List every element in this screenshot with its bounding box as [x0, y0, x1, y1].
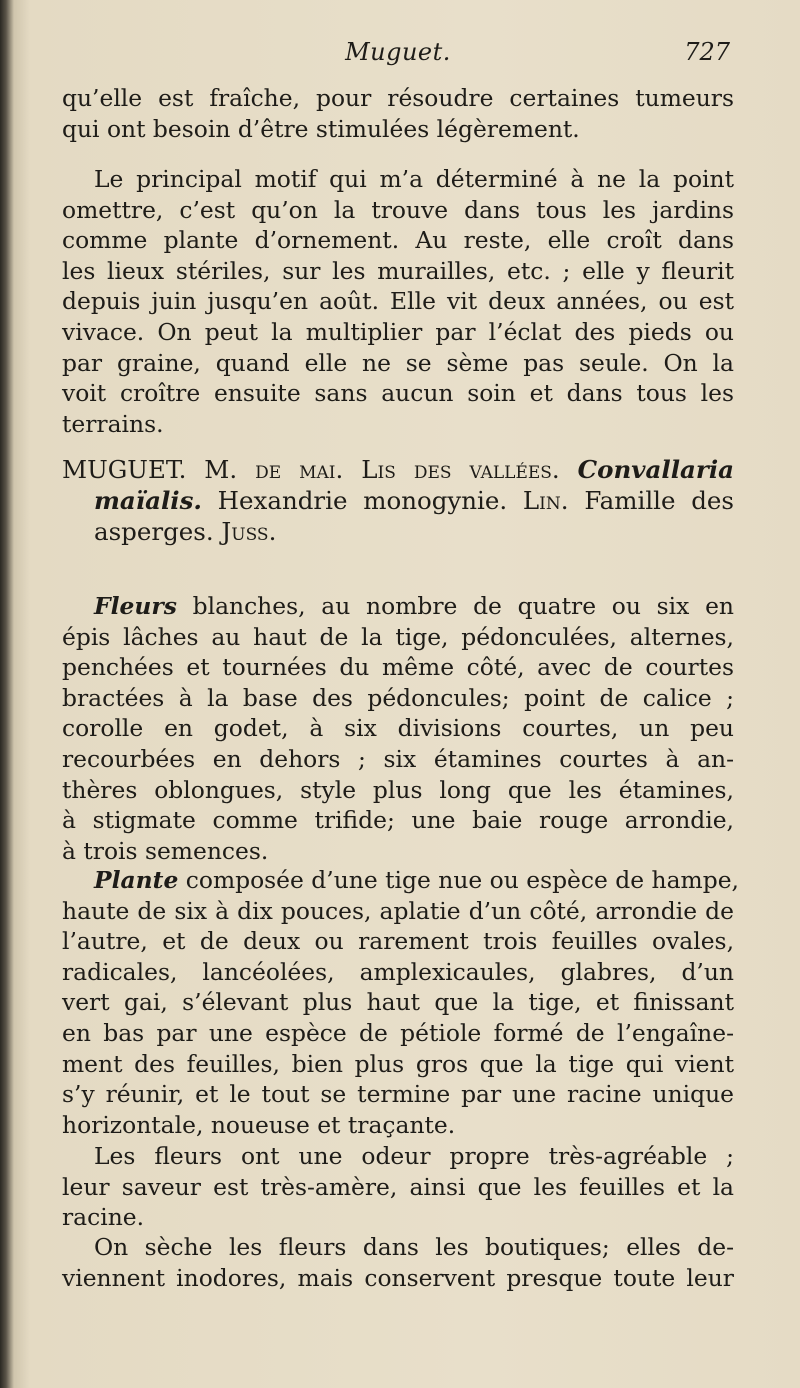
- paragraph-odeur: [62, 1141, 734, 1233]
- text-line: ment des feuilles, bien plus gros que la tige qui vient: [62, 1049, 734, 1078]
- text-line: qui ont besoin d’être stimulées légèrement.: [62, 114, 580, 143]
- text-line: [62, 485, 734, 516]
- text-line: leur saveur est très-amère, ainsi que les feuilles et la: [62, 1172, 734, 1201]
- running-header: [62, 38, 734, 70]
- text-line: bractées à la base des pédoncules; point de calice ;: [62, 683, 734, 712]
- text-line: vivace. On peut la multiplier par l’éclat des pieds ou: [62, 317, 734, 346]
- latin-name: maïalis.: [94, 486, 202, 515]
- text-line: penchées et tournées du même côté, avec de courtes: [62, 653, 734, 682]
- text-run: composée d’une tige nue ou espèce de hampe,: [178, 866, 739, 894]
- section-lead: Fleurs: [94, 592, 177, 620]
- text-line: thères oblongues, style plus long que les étamines,: [62, 775, 734, 804]
- text-line: [62, 591, 734, 622]
- text-line: haute de six à dix pouces, aplatie d’un côté, arrondie de: [62, 896, 734, 925]
- entry-name: MUGUET. M.: [62, 455, 238, 484]
- section-lead: Plante: [94, 866, 179, 894]
- family-name: asperges.: [94, 517, 214, 546]
- text-line: [62, 865, 739, 896]
- text-line: l’autre, et de deux ou rarement trois feuilles ovales,: [62, 927, 734, 956]
- text-line: épis lâches au haut de la tige, pédonculées, alternes,: [62, 622, 734, 651]
- text-line: Les fleurs ont une odeur propre très-agréable ;: [94, 1142, 734, 1170]
- latin-name: Convallaria: [577, 455, 734, 484]
- text-line: les lieux stériles, sur les murailles, etc. ; elle y fleurit: [62, 256, 734, 285]
- text-line: On sèche les fleurs dans les boutiques; elles de-: [94, 1233, 734, 1261]
- paragraph-fleurs: [62, 591, 734, 866]
- text-line: à trois semences.: [62, 836, 269, 865]
- entry-heading: [62, 454, 734, 547]
- text-line: par graine, quand elle ne se sème pas seule. On la: [62, 348, 734, 377]
- text-line: [62, 454, 734, 485]
- paragraph-plante: [62, 865, 739, 1140]
- family-label: Famille des: [584, 486, 734, 515]
- paragraph-seche: [62, 1232, 734, 1293]
- author-abbrev: Lin.: [522, 486, 569, 515]
- text-line: horizontale, noueuse et traçante.: [62, 1110, 456, 1139]
- linnaean-class: Hexandrie monogynie.: [217, 486, 508, 515]
- text-line: viennent inodores, mais conservent presque toute leur: [62, 1263, 734, 1292]
- text-line: comme plante d’ornement. Au reste, elle croît dans: [62, 226, 734, 255]
- text-line: racine.: [62, 1203, 145, 1232]
- paragraph-continuation: [62, 83, 734, 144]
- text-line: radicales, lancéolées, amplexicaules, glabres, d’un: [62, 957, 734, 986]
- entry-synonym: Lis des vallées.: [361, 455, 560, 484]
- author-abbrev: Juss.: [221, 517, 277, 546]
- text-run: blanches, au nombre de quatre ou six en: [176, 592, 734, 620]
- running-title: Muguet.: [345, 38, 451, 66]
- paragraph-motif: [62, 164, 734, 439]
- text-line: voit croître ensuite sans aucun soin et dans tous les: [62, 379, 734, 408]
- text-line: s’y réunir, et le tout se termine par une racine unique: [62, 1080, 734, 1109]
- text-line: Le principal motif qui m’a déterminé à ne la point: [94, 165, 734, 193]
- text-line: [62, 516, 734, 547]
- text-line: qu’elle est fraîche, pour résoudre certaines tumeurs: [62, 84, 734, 112]
- page-number: 727: [684, 38, 730, 66]
- text-line: omettre, c’est qu’on la trouve dans tous les jardins: [62, 195, 734, 224]
- text-line: vert gai, s’élevant plus haut que la tige, et finissant: [62, 988, 734, 1017]
- text-line: à stigmate comme trifide; une baie rouge arrondie,: [62, 806, 734, 835]
- text-line: corolle en godet, à six divisions courtes, un peu: [62, 714, 734, 743]
- entry-synonym: de mai.: [255, 455, 344, 484]
- text-line: terrains.: [62, 409, 164, 438]
- text-line: recourbées en dehors ; six étamines courtes à an-: [62, 744, 734, 773]
- text-line: en bas par une espèce de pétiole formé de l’engaîne-: [62, 1018, 734, 1047]
- text-line: depuis juin jusqu’en août. Elle vit deux années, ou est: [62, 287, 734, 316]
